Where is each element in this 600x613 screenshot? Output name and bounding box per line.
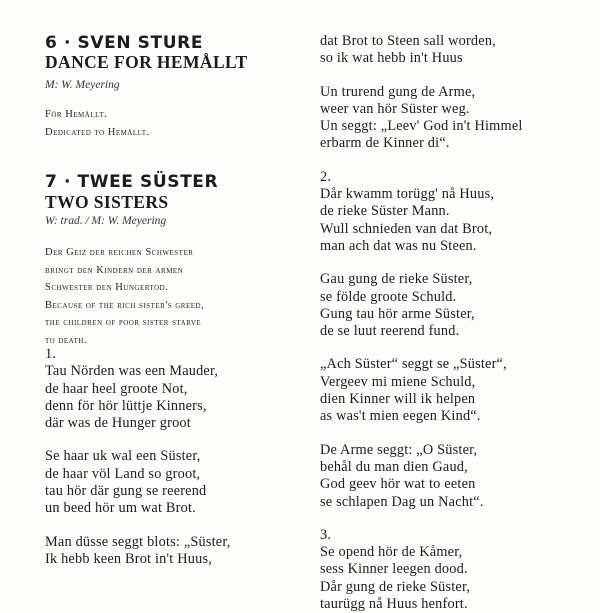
lyric-line: Gau gung de rieke Süster, [320, 271, 473, 288]
lyric-line: man ach dat was nu Steen. [320, 237, 477, 254]
track-6-subtitle: DANCE FOR HEMÅLLT [45, 52, 248, 72]
lyric-line: un beed hör um wat Brot. [45, 500, 196, 517]
note-line: to death. [45, 334, 87, 346]
lyric-line: sess Kinner leegen dood. [320, 561, 468, 578]
note-line: Dedicated to Hemållt. [45, 126, 150, 138]
lyric-line: Man düsse seggt blots: „Süster, [45, 533, 231, 550]
track-6-title: 6 · SVEN STURE [45, 33, 204, 53]
lyric-line: där was de Hunger groot [45, 415, 191, 432]
lyric-line: behål du man dien Gaud, [320, 458, 468, 475]
lyric-line: de rieke Süster Mann. [320, 203, 450, 220]
lyric-line: weer van hör Süster weg. [320, 100, 470, 117]
lyric-line: Se haar uk wal een Süster, [45, 448, 201, 465]
note-line: Because of the rich sister's greed, [45, 299, 205, 311]
track-7-notes [45, 244, 305, 350]
track-7-credit: W: trad. / M: W. Meyering [45, 215, 167, 227]
track-6-credit: M: W. Meyering [45, 79, 120, 91]
note-line: För Hemållt. [45, 109, 108, 120]
lyric-line: de se luut reerend fund. [320, 323, 460, 340]
lyric-line: de haar völ Land so groot, [45, 465, 201, 482]
note-line: bringt den Kindern der armen [45, 264, 184, 276]
note-line: the children of poor sister starve [45, 317, 202, 329]
lyric-line: 3. [320, 526, 332, 543]
lyric-line: Se opend hör de Kåmer, [320, 544, 463, 561]
lyric-line: de haar heel groote Not, [45, 380, 188, 397]
lyric-line: so ik wat hebb in't Huus [320, 50, 463, 67]
lyric-line: denn för hör lüttje Kinners, [45, 397, 207, 414]
lyric-line: Tau Nörden was een Mauder, [45, 363, 219, 380]
stanza-gap [320, 511, 523, 527]
lyric-line: taurügg nå Huus henfort. [320, 596, 468, 613]
lyric-line: 1. [45, 346, 57, 362]
lyric-line: erbarm de Kinner di“. [320, 135, 450, 152]
lyric-line: Gung tau hör arme Süster, [320, 305, 475, 322]
track-7-subtitle: TWO SISTERS [45, 192, 169, 212]
lyric-line: dien Kinner will ik helpen [320, 391, 476, 408]
right-lyrics [320, 33, 523, 613]
stanza-gap [320, 340, 523, 356]
stanza-gap [320, 68, 523, 84]
track-6-notes [45, 106, 305, 141]
note-line: Schwester den Hungertod. [45, 282, 169, 294]
lyric-line: De Arme seggt: „O Süster, [320, 441, 478, 458]
lyric-line: tau hör där gung se reerend [45, 483, 207, 500]
note-line: Der Geiz der reichen Schwester [45, 247, 194, 258]
lyric-line: Dår gung de rieke Süster, [320, 578, 471, 595]
lyric-line: „Ach Süster“ seggt se „Süster“, [320, 356, 507, 373]
lyric-line: God geev hör wat to eeten [320, 476, 476, 493]
lyric-line: as was't mien eegen Kind“. [320, 408, 481, 425]
lyric-line: Dår kwamm torügg' nå Huus, [320, 186, 495, 203]
lyric-line: 2. [320, 168, 332, 185]
lyric-line: Vergeev mi miene Schuld, [320, 373, 476, 390]
lyric-line: se schlapen Dag un Nacht“. [320, 493, 484, 510]
lyric-line: Ik hebb keen Brot in't Huus, [45, 550, 213, 567]
lyric-line: se földe groote Schuld. [320, 288, 457, 305]
stanza-gap [45, 518, 231, 534]
stanza-gap [320, 426, 523, 442]
stanza-gap [320, 255, 523, 271]
track-7-title: 7 · TWEE SÜSTER [45, 172, 219, 192]
stanza-gap [320, 153, 523, 169]
left-lyrics [45, 346, 231, 568]
lyric-line: Un trurend gung de Arme, [320, 83, 476, 100]
lyric-line: dat Brot to Steen sall worden, [320, 33, 496, 49]
lyric-line: Un seggt: „Leev' God in't Himmel [320, 118, 523, 135]
lyric-line: Wull schnieden van dat Brot, [320, 220, 493, 237]
stanza-gap [45, 432, 231, 448]
